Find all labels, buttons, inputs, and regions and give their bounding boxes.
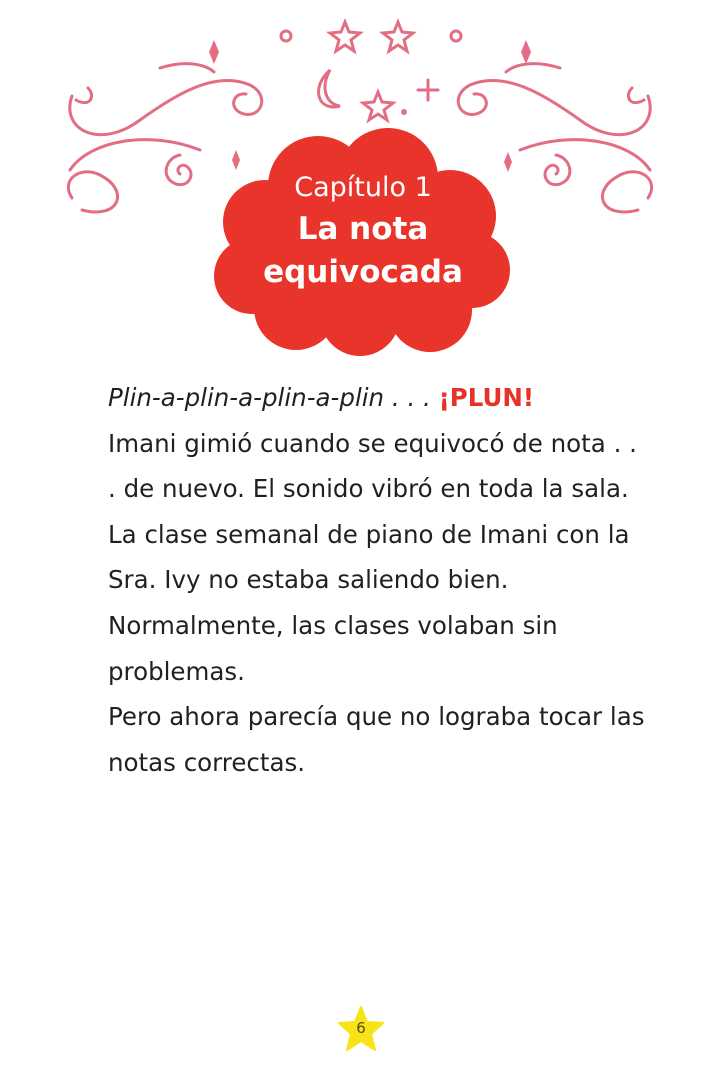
story-paragraph-1 bbox=[72, 375, 652, 421]
story-paragraph-3: Pero ahora parecía que no lograba tocar las notas correctas. bbox=[108, 702, 645, 777]
page-number: 6 bbox=[356, 1019, 366, 1037]
chapter-heading bbox=[210, 168, 516, 294]
story-text bbox=[72, 375, 652, 785]
opening-sound: Plin-a-plin-a-plin-a-plin . . . bbox=[108, 383, 439, 412]
story-paragraph-2: Imani gimió cuando se equivocó de nota . . . de nuevo. El sonido vibró en toda la sala. La clase semanal de piano de Imani con la Sra. Ivy no estaba saliendo bien. Normalmente, las clases volaban sin problemas. bbox=[108, 428, 637, 686]
chapter-title-line1: La nota bbox=[297, 211, 429, 247]
opening-exclamation: ¡PLUN! bbox=[438, 383, 535, 412]
chapter-label: Capítulo 1 bbox=[294, 172, 432, 203]
chapter-title-line2: equivocada bbox=[263, 254, 463, 290]
